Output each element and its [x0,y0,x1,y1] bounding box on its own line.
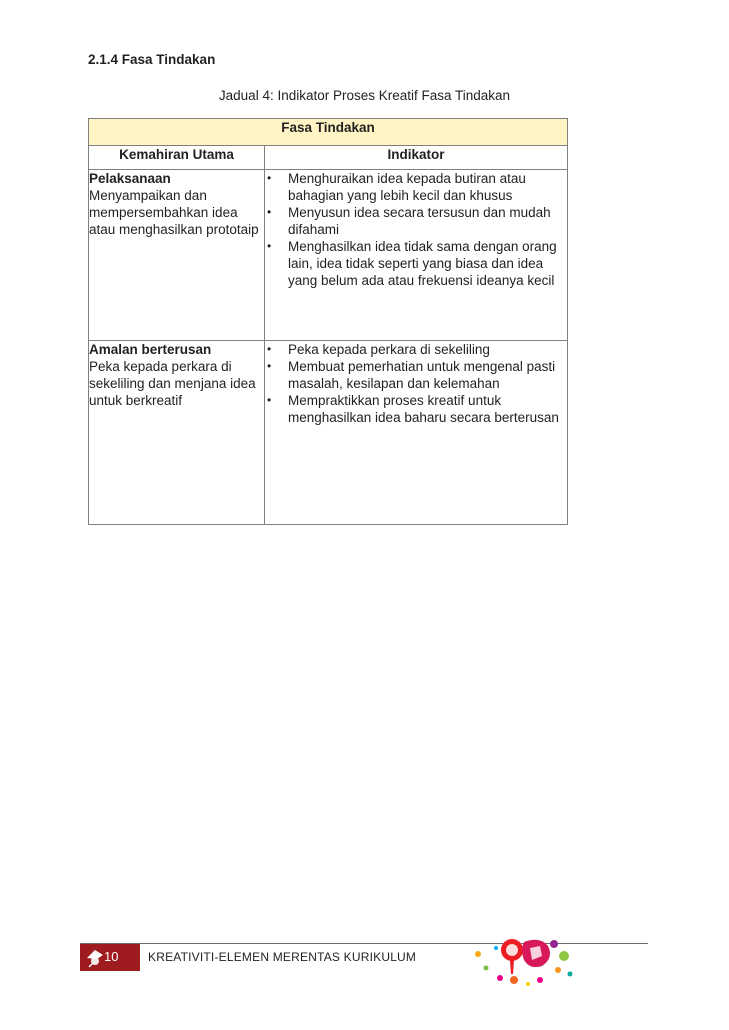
phase-header-row [89,119,568,146]
skill-title: Amalan berterusan [89,342,212,357]
table-caption: Jadual 4: Indikator Proses Kreatif Fasa Tindakan [218,88,511,103]
indicator-list [265,170,567,289]
indicator-text: Peka kepada perkara di sekeliling [288,342,490,357]
indicator-table [88,118,568,525]
indicator-text: Menghuraikan idea kepada butiran atau bahagian yang lebih kecil dan khusus [288,171,526,203]
phase-header: Fasa Tindakan [89,119,568,146]
footer-title: KREATIVITI-ELEMEN MERENTAS KURIKULUM [148,950,417,964]
indicator-text: Membuat pemerhatian untuk mengenal pasti masalah, kesilapan dan kelemahan [288,359,556,391]
indicator-cell [265,170,568,341]
list-item [265,341,567,358]
skill-description: Peka kepada perkara di sekeliling dan menjana idea untuk berkreatif [89,359,256,408]
skill-title: Pelaksanaan [89,171,171,186]
bullet-icon: • [267,205,272,219]
column-header-indicator: Indikator [265,146,568,170]
list-item [265,392,567,426]
bullet-icon: • [267,393,272,407]
list-item [265,170,567,204]
list-item [265,204,567,238]
indicator-text: Menyusun idea secara tersusun dan mudah difahami [288,205,551,237]
indicator-text: Mempraktikkan proses kreatif untuk menghasilkan idea baharu secara berterusan [288,393,559,425]
page-number: 10 [104,949,119,964]
bullet-icon: • [267,359,272,373]
section-heading: 2.1.4 Fasa Tindakan [88,52,216,67]
skill-cell [89,341,265,525]
table-caption-wrapper [0,88,729,103]
bullet-icon: • [267,171,272,185]
column-header-row [89,146,568,170]
skill-description: Menyampaikan dan mempersembahkan idea atau menghasilkan prototaip [89,188,259,237]
indicator-list [265,341,567,426]
bullet-icon: • [267,342,272,356]
indicator-text: Menghasilkan idea tidak sama dengan orang lain, idea tidak seperti yang biasa dan idea yang belum ada atau frekuensi ideanya kecil [288,239,557,288]
kite-emblem-icon [84,946,106,968]
list-item [265,358,567,392]
list-item [265,238,567,289]
colorful-splash-logo-icon [470,934,580,992]
skill-cell [89,170,265,341]
table-row [89,170,568,341]
table-row [89,341,568,525]
bullet-icon: • [267,239,272,253]
indicator-cell [265,341,568,525]
column-header-skill: Kemahiran Utama [89,146,265,170]
